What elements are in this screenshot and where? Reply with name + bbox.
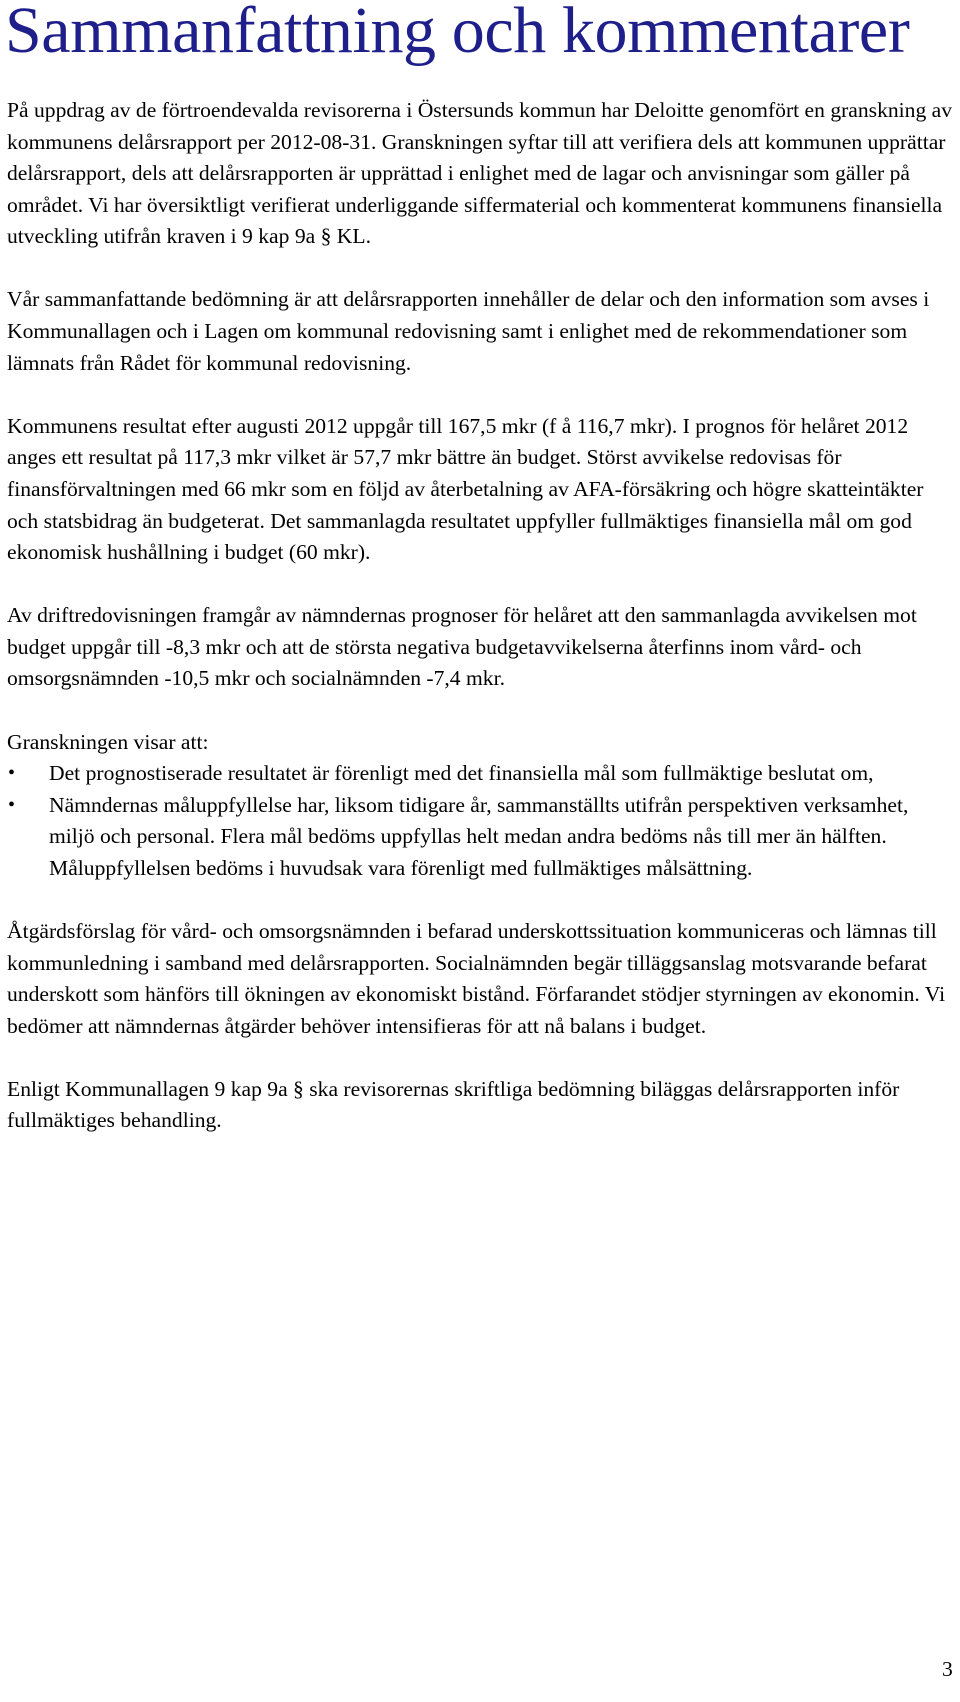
bullet-icon: • bbox=[8, 762, 16, 785]
bullet-icon: • bbox=[8, 793, 16, 816]
list-item-text: Det prognostiserade resultatet är förenligt med det finansiella mål som fullmäktige beslutat om, bbox=[49, 761, 874, 786]
paragraph-overall-assessment: Vår sammanfattande bedömning är att delårsrapporten innehåller de delar och den information som avses i Kommunallagen och i Lagen om kommunal redovisning samt i enlighet med de rekommendationer som lämnats från Rådet för kommunal redovisning. bbox=[7, 287, 930, 375]
paragraph-assignment: På uppdrag av de förtroendevalda revisorerna i Östersunds kommun har Deloitte genomfört en granskning av kommunens delårsrapport per 2012-08-31. Granskningen syftar till att verifiera dels att kommunen upprättar delårsrapport, dels att delårsrapporten är upprättad i enlighet med de lagar och anvisningar som gäller på området. Vi har översiktligt verifierat underliggande siffermaterial och kommenterat kommunens finansiella utveckling utifrån kraven i 9 kap 9a § KL. bbox=[7, 98, 953, 249]
paragraph-legal-requirement: Enligt Kommunallagen 9 kap 9a § ska revisorernas skriftliga bedömning biläggas delårsrapporten inför fullmäktiges behandling. bbox=[7, 1076, 900, 1133]
paragraph-proposed-measures: Åtgärdsförslag för vård- och omsorgsnämnden i befarad underskottssituation kommuniceras och lämnas till kommunledning i samband med delårsrapporten. Socialnämnden begär tilläggsanslag motsvarande befarat underskott som hänförs till ökningen av ekonomiskt bistånd. Förfarandet stödjer styrningen av ekonomin. Vi bedömer att nämndernas åtgärder behöver intensifieras för att nå balans i budget. bbox=[7, 918, 946, 1038]
findings-list bbox=[7, 758, 953, 884]
page-number: 3 bbox=[942, 1657, 953, 1681]
list-item bbox=[7, 758, 953, 790]
list-item-text: Nämndernas måluppfyllelse har, liksom tidigare år, sammanställts utifrån perspektiven verksamhet, miljö och personal. Flera mål bedöms uppfyllas helt medan andra bedöms nås till mer än hälften. Måluppfyllelsen bedöms i huvudsak vara förenligt med fullmäktiges målsättning. bbox=[49, 792, 909, 880]
findings-intro: Granskningen visar att: bbox=[7, 729, 209, 754]
document-body bbox=[7, 95, 953, 1169]
page-title: Sammanfattning och kommentarer bbox=[5, 0, 910, 67]
paragraph-financial-result: Kommunens resultat efter augusti 2012 uppgår till 167,5 mkr (f å 116,7 mkr). I prognos för helåret 2012 anges ett resultat på 117,3 mkr vilket är 57,7 mkr bättre än budget. Störst avvikelse redovisas för finansförvaltningen med 66 mkr som en följd av återbetalning av AFA-försäkring och högre skatteintäkter och statsbidrag än budgeterat. Det sammanlagda resultatet uppfyller fullmäktiges finansiella mål om god ekonomisk hushållning i budget (60 mkr). bbox=[7, 413, 924, 565]
list-item bbox=[7, 790, 953, 885]
paragraph-operating-report: Av driftredovisningen framgår av nämndernas prognoser för helåret att den sammanlagda avvikelsen mot budget uppgår till -8,3 mkr och att de största negativa budgetavvikelserna återfinns inom vård- och omsorgsnämnden -10,5 mkr och socialnämnden -7,4 mkr. bbox=[7, 603, 917, 691]
